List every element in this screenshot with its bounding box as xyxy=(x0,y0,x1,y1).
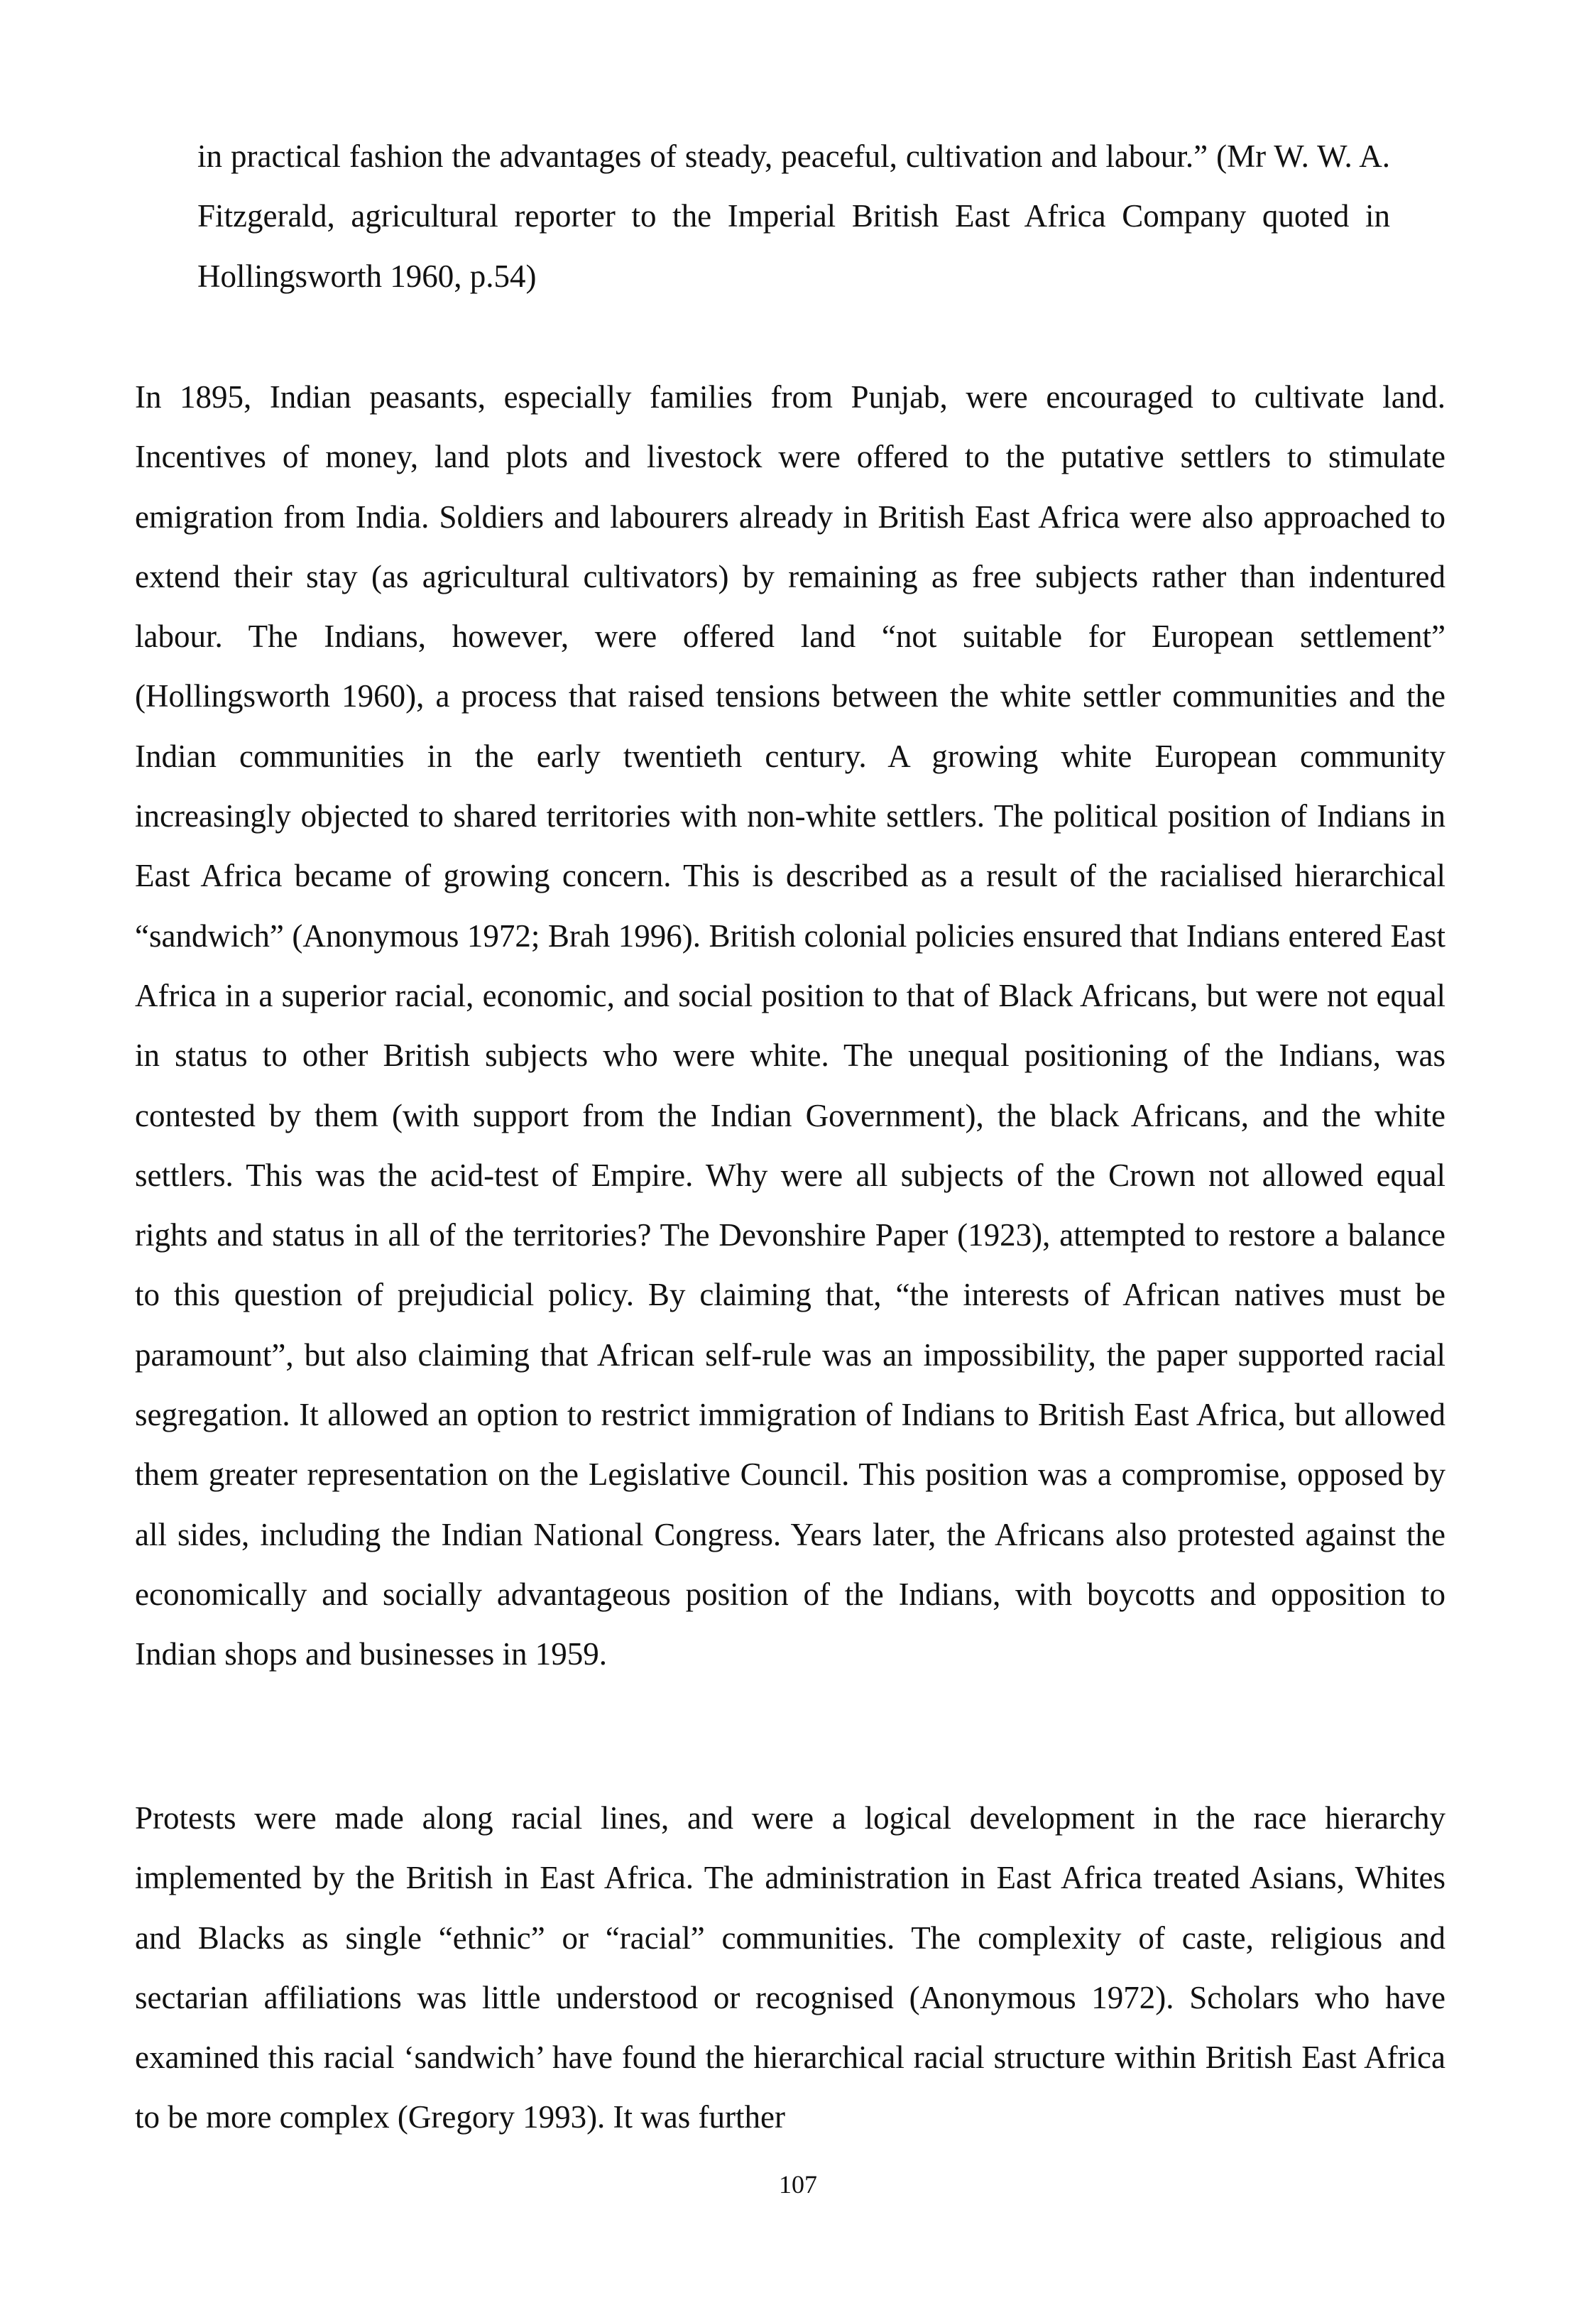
body-paragraph: In 1895, Indian peasants, especially families from Punjab, were encouraged to cultivate land. Incentives of money, land plots and livestock were offered to the putative settlers to stimulate emigration from India. Soldiers and labourers already in British East Africa were also approached to extend their stay (as agricultural cultivators) by remaining as free subjects rather than indentured labour. The Indians, however, were offered land “not suitable for European settlement” (Hollingsworth 1960), a process that raised tensions between the white settler communities and the Indian communities in the early twentieth century. A growing white European community increasingly objected to shared territories with non-white settlers. The political position of Indians in East Africa became of growing concern. This is described as a result of the racialised hierarchical “sandwich” (Anonymous 1972; Brah 1996). British colonial policies ensured that Indians entered East Africa in a superior racial, economic, and social position to that of Black Africans, but were not equal in status to other British subjects who were white. The unequal positioning of the Indians, was contested by them (with support from the Indian Government), the black Africans, and the white settlers. This was the acid-test of Empire. Why were all subjects of the Crown not allowed equal rights and status in all of the territories? The Devonshire Paper (1923), attempted to restore a balance to this question of prejudicial policy. By claiming that, “the interests of African natives must be paramount”, but also claiming that African self-rule was an impossibility, the paper supported racial segregation. It allowed an option to restrict immigration of Indians to British East Africa, but allowed them greater representation on the Legislative Council. This position was a compromise, opposed by all sides, including the Indian National Congress. Years later, the Africans also protested against the economically and socially advantageous position of the Indians, with boycotts and opposition to Indian shops and businesses in 1959. xyxy=(135,379,1445,1672)
body-paragraph: Protests were made along racial lines, and were a logical development in the race hierarchy implemented by the British in East Africa. The administration in East Africa treated Asians, Whites and Blacks as single “ethnic” or “racial” communities. The complexity of caste, religious and sectarian affiliations was little understood or recognised (Anonymous 1972). Scholars who have examined this racial ‘sandwich’ have found the hierarchical racial structure within British East Africa to be more complex (Gregory 1993). It was further xyxy=(135,1800,1445,2135)
page-number: 107 xyxy=(779,2170,817,2199)
block-quote: in practical fashion the advantages of steady, peaceful, cultivation and labour.” (Mr W. W. A. Fitzgerald, agricultural reporter to the Imperial British East Africa Company quoted in Hollingsworth 1960, p.54) xyxy=(197,138,1390,294)
